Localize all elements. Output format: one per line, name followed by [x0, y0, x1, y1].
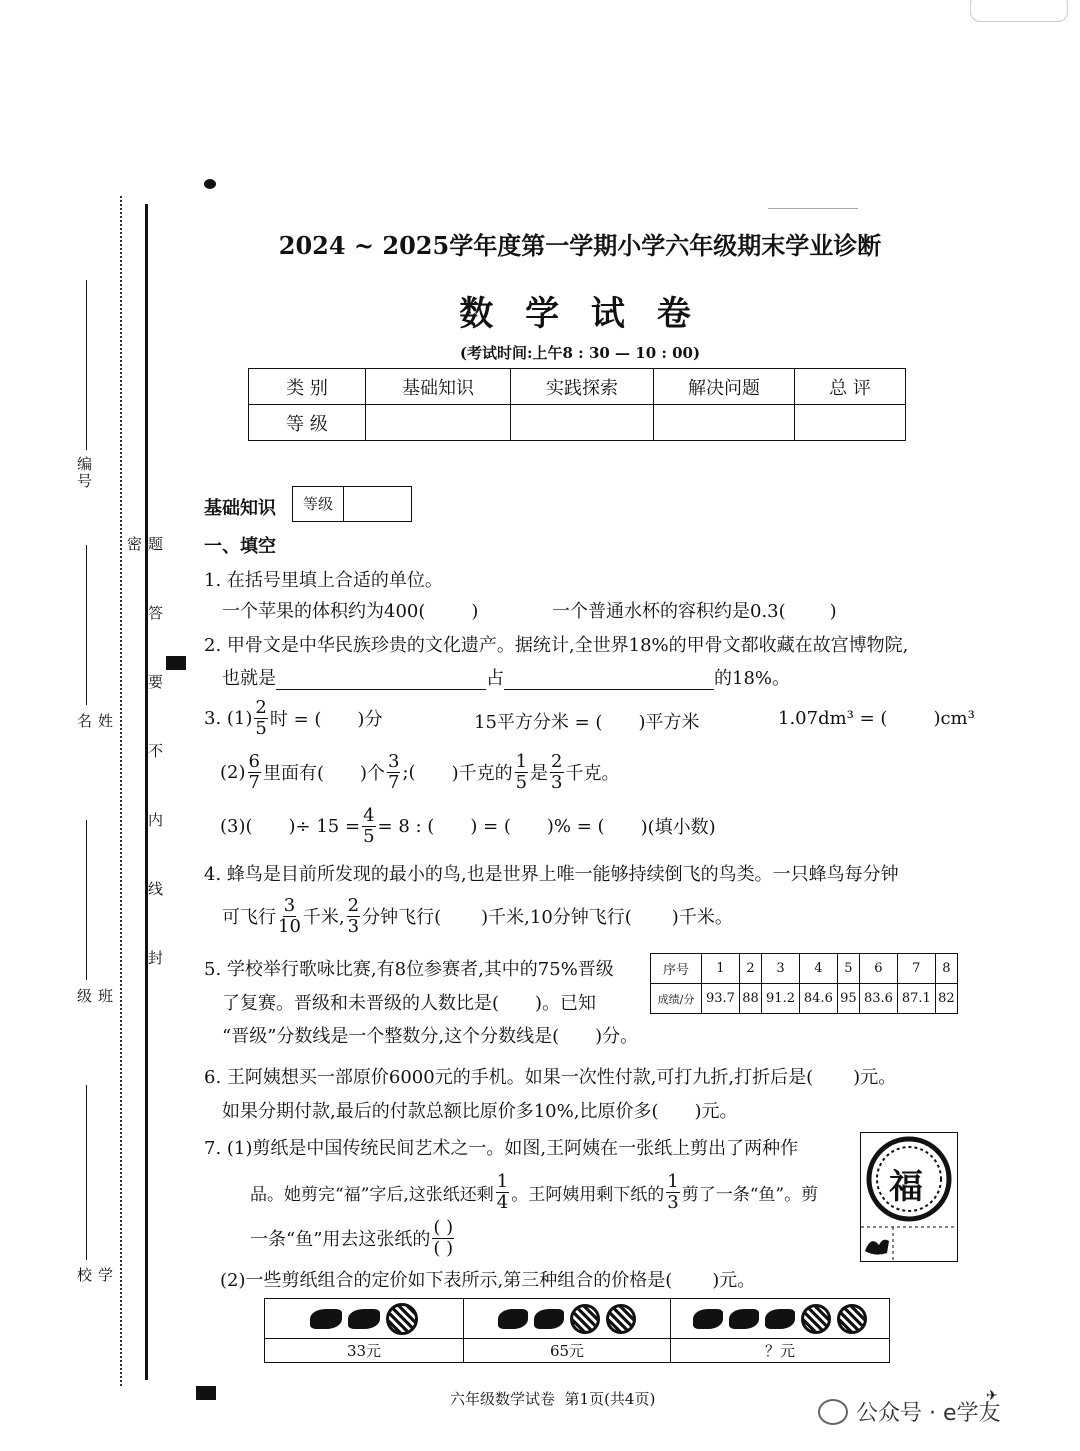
frac-denominator: 5	[255, 717, 267, 739]
score-table-score: 84.6	[799, 984, 837, 1014]
q3-p3-c: ) = (	[470, 815, 511, 837]
combo-2	[464, 1299, 671, 1339]
corner-glyph-icon: ✈	[986, 1388, 998, 1404]
q3-p3-a: )÷ 15 =	[288, 815, 361, 837]
q1-b-text: 一个普通水杯的容积约是0.3(	[552, 601, 786, 622]
fu-icon	[801, 1304, 831, 1334]
q1-b-close: )	[829, 601, 837, 622]
grade-header-category: 类 别	[249, 369, 366, 405]
q5-line1: 5. 学校举行歌咏比赛,有8位参赛者,其中的75%晋级	[204, 959, 614, 980]
q3-part3	[220, 806, 716, 846]
grade-row-label: 等 级	[249, 405, 366, 441]
q5-text-2: 了复赛。晋级和未晋级的人数比是(	[222, 993, 500, 1014]
frac-numerator: 2	[347, 894, 360, 916]
registration-mark	[768, 208, 858, 209]
frac-denominator: 7	[388, 771, 400, 793]
field-number-label: 编号	[75, 456, 93, 490]
score-table-number: 6	[860, 954, 898, 984]
q7-line1: 7. (1)剪纸是中国传统民间艺术之一。如图,王阿姨在一张纸上剪出了两种作	[204, 1138, 799, 1159]
frac-numerator: 2	[551, 750, 563, 772]
q3-p2-fraction-1	[248, 750, 261, 793]
combo-1-price: 33元	[265, 1339, 464, 1363]
frac-denominator: 10	[278, 915, 301, 937]
q2-text-b: 占	[486, 668, 504, 689]
frac-numerator-blank[interactable]: ( )	[433, 1216, 454, 1238]
frac-numerator: 1	[515, 750, 528, 772]
score-table-number: 5	[837, 954, 859, 984]
score-table-score: 83.6	[860, 984, 898, 1014]
q3-p3-b: = 8 : (	[377, 815, 435, 837]
q2-text-a: 也就是	[222, 668, 276, 689]
q2-text-c: 的18%。	[714, 668, 791, 689]
q3-part2	[220, 752, 620, 792]
top-right-tab	[970, 0, 1068, 22]
q2-line1: 2. 甲骨文是中华民族珍贵的文化遗产。据统计,全世界18%的甲骨文都收藏在故宫博物院,	[204, 635, 909, 656]
frac-denominator: 4	[496, 1191, 509, 1213]
score-table-number: 7	[897, 954, 935, 984]
q5-text-3: “晋级”分数线是一个整数分,这个分数线是(	[222, 1026, 560, 1047]
q7-text-c: 剪了一条“鱼”。剪	[681, 1184, 819, 1205]
frac-denominator-blank[interactable]: ( )	[433, 1237, 454, 1259]
q7-line2	[250, 1170, 818, 1214]
q3-p1-label: 3. (1)	[204, 707, 253, 729]
q5-text-3-end: )分。	[595, 1026, 639, 1047]
combo-3-price: ？元	[671, 1339, 890, 1363]
q3-p2-text4: 是	[530, 763, 549, 784]
frac-denominator: 5	[363, 825, 375, 847]
wechat-icon	[818, 1399, 848, 1425]
q6-line1	[204, 1063, 896, 1089]
fu-icon	[570, 1304, 600, 1334]
score-table-number: 3	[762, 954, 800, 984]
frac-numerator: 3	[283, 894, 296, 916]
q3-p2-text5: 千克。	[565, 763, 620, 784]
score-table-score: 91.2	[762, 984, 800, 1014]
fish-icon	[534, 1309, 564, 1329]
field-class-label: 班级	[75, 988, 114, 1033]
combo-3-shapes	[693, 1304, 867, 1334]
section-grade-box	[292, 486, 412, 522]
q6-text-2-end: )元。	[694, 1101, 738, 1122]
q4-line1: 4. 蜂鸟是目前所发现的最小的鸟,也是世界上唯一能够持续倒飞的鸟类。一只蜂鸟每分钟	[204, 864, 899, 885]
q3-part1	[204, 698, 382, 738]
score-table-score: 82	[935, 984, 957, 1014]
frac-denominator: 7	[248, 771, 260, 793]
fu-icon	[386, 1303, 418, 1335]
grade-header-practice: 实践探索	[511, 369, 654, 405]
q6-text-1: 6. 王阿姨想买一部原价6000元的手机。如果一次性付款,可打九折,打折后是(	[204, 1067, 814, 1088]
q1-a-close: )	[471, 601, 479, 622]
grade-cell-total[interactable]	[795, 405, 906, 441]
field-class-line[interactable]	[86, 820, 87, 980]
score-table	[650, 953, 958, 1014]
registration-mark	[196, 1386, 216, 1400]
frac-numerator: 2	[255, 696, 267, 718]
fu-icon	[606, 1304, 636, 1334]
fish-icon	[729, 1309, 759, 1329]
score-table-score: 88	[739, 984, 761, 1014]
q7-text-4-end: )元。	[712, 1270, 756, 1291]
part-title: 一、填空	[204, 536, 276, 557]
q3-p2-label: (2)	[220, 761, 246, 783]
fish-icon	[693, 1309, 723, 1329]
frac-denominator: 3	[347, 915, 360, 937]
field-name-label: 姓名	[75, 713, 114, 758]
combo-2-shapes	[498, 1304, 636, 1334]
q3-p2-fraction-4	[550, 750, 563, 793]
q3-p2-fraction-3	[515, 750, 528, 793]
frac-denominator: 3	[667, 1191, 679, 1213]
q7-text-3: 一条“鱼”用去这张纸的	[250, 1229, 431, 1250]
score-table-head-label: 序号	[651, 954, 702, 984]
field-school-line[interactable]	[86, 1085, 87, 1260]
score-table-number: 8	[935, 954, 957, 984]
exam-title: 2024 ~ 2025学年度第一学期小学六年级期末学业诊断	[278, 231, 882, 260]
q4-line2	[222, 894, 733, 938]
section-grade-input[interactable]	[344, 487, 411, 521]
q7-answer-fraction[interactable]	[432, 1216, 454, 1259]
q3-part1c	[778, 708, 975, 729]
binding-dotted-line	[120, 196, 122, 1386]
q3-part1b	[474, 708, 699, 734]
q3-p1b-end: )平方米	[638, 712, 700, 733]
q6-text-2: 如果分期付款,最后的付款总额比原价多10%,比原价多(	[222, 1101, 659, 1122]
q4-text-c: 分钟飞行(	[362, 907, 442, 928]
q3-p3-label: (3)(	[220, 815, 253, 837]
q1-a-text: 一个苹果的体积约为400(	[222, 601, 426, 622]
q7-fraction-2	[666, 1170, 679, 1213]
frac-numerator: 6	[248, 750, 260, 772]
fish-icon	[498, 1309, 528, 1329]
watermark	[818, 1396, 1001, 1427]
q3-p1c-end: )cm³	[933, 708, 975, 729]
papercut-image	[860, 1132, 958, 1262]
q1-b	[552, 597, 837, 623]
fish-icon	[348, 1309, 380, 1329]
seal-text	[124, 536, 166, 1056]
q3-p2-text3: )千克的	[451, 763, 513, 784]
q2-blank-2[interactable]	[504, 669, 714, 690]
grade-header-basic: 基础知识	[366, 369, 511, 405]
q4-text-e: )千米。	[671, 907, 733, 928]
fish-icon	[765, 1309, 795, 1329]
field-school-label: 学校	[75, 1267, 114, 1312]
q3-p1-fraction	[254, 696, 267, 739]
q3-p3-d: )% = (	[546, 815, 605, 837]
score-table-row-label: 成绩/分	[651, 984, 702, 1014]
grade-header-total: 总 评	[795, 369, 906, 405]
q5-text-2-end: )。已知	[535, 993, 597, 1014]
frac-numerator: 4	[363, 804, 375, 826]
frac-denominator: 3	[551, 771, 563, 793]
q7-line3	[250, 1214, 456, 1262]
section-grade-label: 等级	[293, 487, 344, 521]
q4-fraction-1	[278, 894, 301, 937]
combo-3	[671, 1299, 890, 1339]
q6-line2	[222, 1097, 738, 1123]
q3-p3-fraction	[362, 804, 375, 847]
papercut-fu-char: 福	[889, 1167, 923, 1207]
q4-text-d: )千米,10分钟飞行(	[481, 907, 632, 928]
grade-cell-solve[interactable]	[654, 405, 795, 441]
seal-characters: 题答要不内线封密	[125, 536, 164, 1019]
q2-blank-1[interactable]	[276, 669, 486, 690]
q3-p1-text: 时 = (	[269, 709, 322, 730]
watermark-text: 公众号 · e学友	[856, 1401, 1001, 1426]
q3-p1-end: )分	[357, 709, 383, 730]
q7-text-a: 品。她剪完“福”字后,这张纸还剩	[250, 1184, 494, 1205]
combo-1	[265, 1299, 464, 1339]
q7-line4	[220, 1266, 755, 1292]
fu-icon	[837, 1304, 867, 1334]
section-label: 基础知识	[204, 498, 276, 519]
score-table-number: 4	[799, 954, 837, 984]
exam-time: (考试时间:上午8 : 30 — 10 : 00)	[459, 344, 701, 362]
combo-1-shapes	[310, 1303, 418, 1335]
grade-header-solve: 解决问题	[654, 369, 795, 405]
price-table	[264, 1298, 890, 1363]
q3-p2-text2: ;(	[402, 761, 416, 783]
grade-cell-practice[interactable]	[511, 405, 654, 441]
fish-icon	[310, 1309, 342, 1329]
q3-p3-e: )(填小数)	[640, 817, 716, 838]
q5-line3	[222, 1022, 638, 1048]
q2-line2	[222, 664, 790, 690]
page-footer: 六年级数学试卷 第1页(共4页)	[450, 1390, 656, 1408]
frac-denominator: 5	[515, 771, 528, 793]
frac-numerator: 3	[388, 750, 400, 772]
score-table-score: 87.1	[897, 984, 935, 1014]
score-table-number: 2	[739, 954, 761, 984]
q7-fraction-1	[496, 1170, 509, 1213]
q1-stem: 1. 在括号里填上合适的单位。	[204, 570, 443, 591]
q3-p1b-text: 15平方分米 = (	[474, 712, 603, 733]
q4-text-b: 千米,	[302, 907, 345, 928]
grade-table	[248, 368, 906, 441]
grade-cell-basic[interactable]	[366, 405, 511, 441]
registration-mark	[166, 656, 186, 670]
q5-line2	[222, 989, 596, 1015]
exam-subtitle: 数 学 试 卷	[459, 294, 701, 334]
q3-p1c-text: 1.07dm³ = (	[778, 708, 888, 729]
q6-text-1-end: )元。	[853, 1067, 897, 1088]
frac-numerator: 1	[496, 1170, 509, 1192]
score-table-number: 1	[702, 954, 740, 984]
score-table-score: 93.7	[702, 984, 740, 1014]
q3-p2-text: 里面有(	[262, 763, 324, 784]
q7-text-4: (2)一些剪纸组合的定价如下表所示,第三种组合的价格是(	[220, 1270, 673, 1291]
q3-p2-mid: )个	[359, 763, 386, 784]
score-table-score: 95	[837, 984, 859, 1014]
q3-p2-fraction-2	[387, 750, 400, 793]
frac-numerator: 1	[667, 1170, 679, 1192]
combo-2-price: 65元	[464, 1339, 671, 1363]
registration-mark	[204, 179, 216, 189]
field-number-line[interactable]	[86, 280, 87, 450]
q1-a	[222, 597, 478, 623]
field-name-line[interactable]	[86, 545, 87, 705]
q4-fraction-2	[347, 894, 360, 937]
q4-text-a: 可飞行	[222, 907, 276, 928]
q7-text-b: 。王阿姨用剩下纸的	[511, 1184, 665, 1205]
